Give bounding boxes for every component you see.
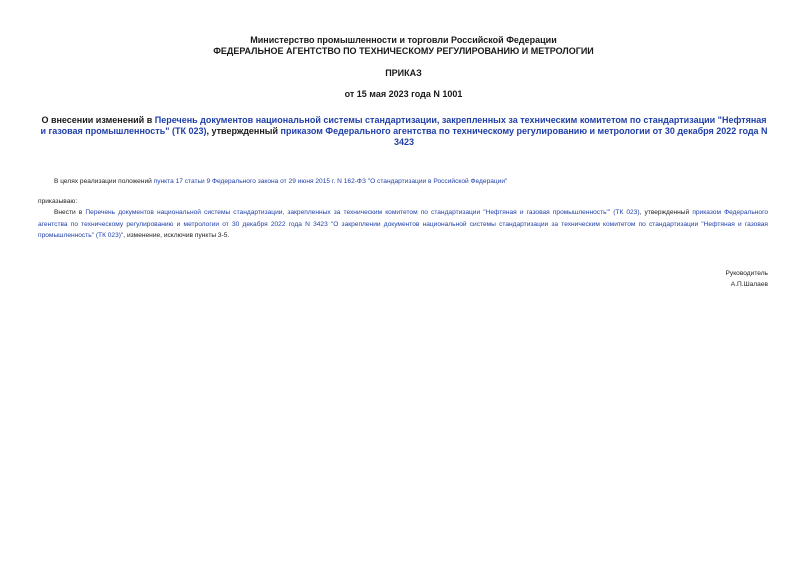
- subject-middle: , утвержденный: [206, 126, 281, 136]
- subject-link-list[interactable]: Перечень документов национальной системы стандартизации, закрепленных за техническим комитетом по стандартизации "Нефтяная и газовая промышленность" (ТК 023): [40, 115, 767, 136]
- signatory-role: Руководитель: [725, 270, 768, 277]
- order-date: от 15 мая 2023 года N 1001: [344, 89, 463, 99]
- directive-middle: , утвержденный: [639, 209, 693, 216]
- directive-link-order[interactable]: приказом Федерального агентства по техническому регулированию и метрологии от 30 декабря 2022 года N 3423 "О закреплении документов национальной системы стандартизации за техническим комитетом по стандартизации "Нефтяная и газовая промышленность" (ТК 023)": [38, 209, 768, 239]
- paragraph-basis: [38, 176, 768, 188]
- agency-name: ФЕДЕРАЛЬНОЕ АГЕНТСТВО ПО ТЕХНИЧЕСКОМУ РЕГУЛИРОВАНИЮ И МЕТРОЛОГИИ: [213, 46, 594, 56]
- basis-law-link[interactable]: пункта 17 статьи 9 Федерального закона от 29 июня 2015 г. N 162-ФЗ "О стандартизации в Российской Федерации": [153, 178, 508, 185]
- directive-suffix: , изменение, исключив пункты 3-5.: [123, 232, 230, 239]
- subject-link-order[interactable]: приказом Федерального агентства по техническому регулированию и метрологии от 30 декабря 2022 года N 3423: [280, 126, 768, 147]
- signatory-name: А.П.Шалаев: [730, 281, 768, 288]
- directive-link-list[interactable]: Перечень документов национальной системы стандартизации, закрепленных за техническим комитетом по стандартизации "Нефтяная и газовая промышленность"' (ТК 023): [85, 209, 640, 216]
- ministry-name: Министерство промышленности и торговли Российской Федерации: [250, 35, 557, 45]
- basis-prefix: В целях реализации положений: [54, 178, 154, 185]
- subject-prefix: О внесении изменений в: [41, 115, 155, 125]
- directive-prefix: Внести в: [54, 209, 86, 216]
- ordering-word: приказываю:: [38, 198, 78, 205]
- order-subject: [40, 115, 768, 148]
- order-title: ПРИКАЗ: [385, 68, 422, 78]
- paragraph-directive: [38, 207, 768, 242]
